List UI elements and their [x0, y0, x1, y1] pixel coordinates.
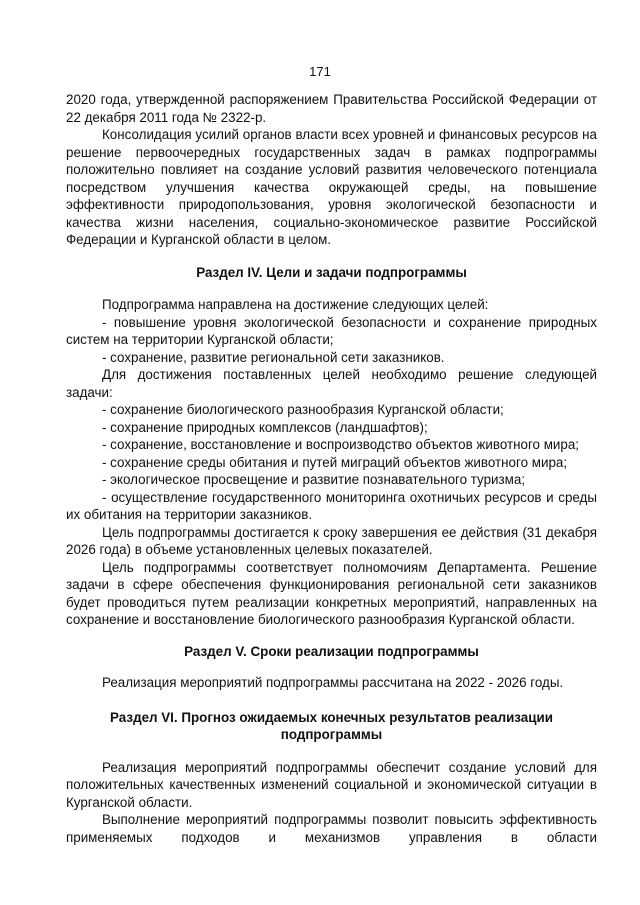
- paragraph-consolidation: Консолидация усилий органов власти всех уровней и финансовых ресурсов на решение первоочередных государственных задач в рамках подпрограммы положительно повлияет на создание условий развития человеческого потенциала посредством улучшения качества окружающей среды, на повышение эффективности природопользования, уровня экологической безопасности и качества жизни населения, социально-экономическое развитие Российской Федерации и Курганской области в целом.: [66, 127, 597, 247]
- section-6-heading: [66, 709, 597, 744]
- goals-intro: Подпрограмма направлена на достижение следующих целей:: [102, 297, 489, 312]
- paragraph-continuation: 2020 года, утвержденной распоряжением Правительства Российской Федерации от 22 декабря 2011 года № 2322-р.: [66, 92, 597, 125]
- section-5-text: Реализация мероприятий подпрограммы рассчитана на 2022 - 2026 годы.: [102, 675, 564, 690]
- task-item: - сохранение природных комплексов (ландшафтов);: [102, 419, 428, 435]
- section-6-paragraph-2: Выполнение мероприятий подпрограммы позволит повысить эффективность применяемых подходов и механизмов управления в области: [66, 812, 597, 845]
- page-body: [66, 91, 597, 846]
- task-item: - сохранение, восстановление и воспроизводство объектов животного мира;: [102, 437, 580, 452]
- task-item: - сохранение биологического разнообразия Курганской области;: [102, 402, 504, 417]
- paragraph-deadline: Цель подпрограммы достигается к сроку завершения ее действия (31 декабря 2026 года) в объеме установленных целевых показателей.: [66, 524, 597, 557]
- goal-item: - повышение уровня экологической безопасности и сохранение природных систем на территории Курганской области;: [66, 314, 597, 347]
- section-6-heading-line1: Раздел VI. Прогноз ожидаемых конечных результатов реализации: [110, 709, 553, 725]
- goal-item: - сохранение, развитие региональной сети заказников.: [102, 349, 445, 365]
- section-6-heading-line2: подпрограммы: [280, 727, 383, 742]
- task-item: - осуществление государственного мониторинга охотничьих ресурсов и среды их обитания на территории заказников.: [66, 489, 597, 522]
- paragraph-authority: Цель подпрограммы соответствует полномочиям Департамента. Решение задачи в сфере обеспечения функционирования региональной сети заказников будет проводиться путем реализации конкретных мероприятий, направленных на сохранение и восстановление биологического разнообразия Курганской области.: [66, 559, 597, 627]
- page-number: 171: [309, 64, 331, 79]
- section-4-heading: Раздел IV. Цели и задачи подпрограммы: [196, 264, 467, 280]
- task-item: - сохранение среды обитания и путей миграций объектов животного мира;: [102, 454, 568, 470]
- tasks-intro: Для достижения поставленных целей необходимо решение следующей задачи:: [66, 367, 597, 400]
- section-6-paragraph-1: Реализация мероприятий подпрограммы обеспечит создание условий для положительных качественных изменений социальной и экономической ситуации в Курганской области.: [66, 759, 597, 810]
- task-item: - экологическое просвещение и развитие познавательного туризма;: [102, 472, 526, 487]
- section-5-heading: Раздел V. Сроки реализации подпрограммы: [184, 643, 479, 659]
